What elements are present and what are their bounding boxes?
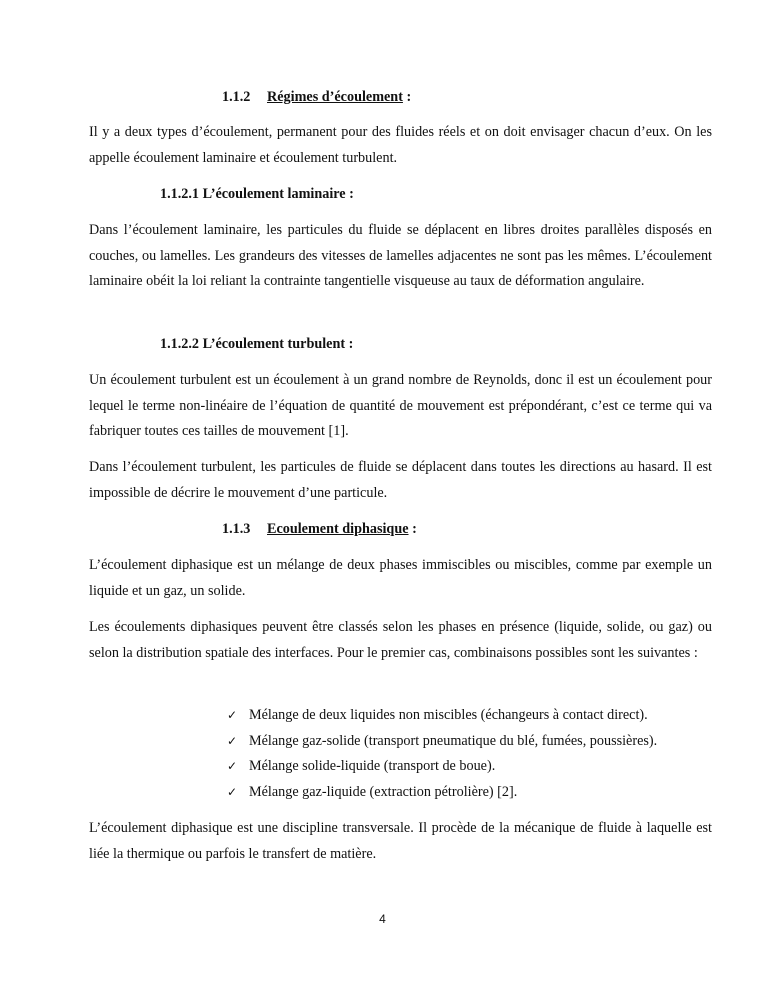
list-item: ✓ Mélange gaz-liquide (extraction pétrolière) [2]. xyxy=(227,780,657,806)
heading-1-1-2-2: 1.1.2.2 L’écoulement turbulent : xyxy=(160,336,354,352)
heading-number: 1.1.3 xyxy=(222,521,251,537)
heading-number: 1.1.2 xyxy=(222,89,251,105)
checkmark-icon: ✓ xyxy=(227,708,238,722)
bullet-list xyxy=(227,703,657,806)
paragraph-diphasique-2: Les écoulements diphasiques peuvent être classés selon les phases en présence (liquide, solide, ou gaz) ou selon la distribution spatiale des interfaces. Pour le premier cas, combinaisons possibles sont les suivantes : xyxy=(89,619,712,661)
paragraph-diphasique-1: L’écoulement diphasique est un mélange de deux phases immiscibles ou miscibles, comme par exemple un liquide et un gaz, un solide. xyxy=(89,557,712,599)
heading-1-1-2-1: 1.1.2.1 L’écoulement laminaire : xyxy=(160,186,354,202)
list-item: ✓ Mélange solide-liquide (transport de boue). xyxy=(227,754,657,780)
heading-title: Régimes d’écoulement xyxy=(267,89,403,105)
page-number: 4 xyxy=(379,912,386,926)
heading-1-1-3: 1.1.3 Ecoulement diphasique : xyxy=(222,521,417,537)
list-item: ✓ Mélange de deux liquides non miscibles (échangeurs à contact direct). xyxy=(227,703,657,729)
list-item: ✓ Mélange gaz-solide (transport pneumatique du blé, fumées, poussières). xyxy=(227,729,657,755)
paragraph-conclusion: L’écoulement diphasique est une discipline transversale. Il procède de la mécanique de fluide à laquelle est liée la thermique ou parfois le transfert de matière. xyxy=(89,820,712,862)
checkmark-icon: ✓ xyxy=(227,785,238,800)
heading-1-1-2: 1.1.2 Régimes d’écoulement : xyxy=(222,89,412,105)
paragraph-turbulent-2: Dans l’écoulement turbulent, les particules de fluide se déplacent dans toutes les directions au hasard. Il est impossible de décrire le mouvement d’une particule. xyxy=(89,459,712,501)
checkmark-icon: ✓ xyxy=(227,733,238,748)
heading-title: Ecoulement diphasique xyxy=(267,521,409,537)
checkmark-icon: ✓ xyxy=(227,759,238,774)
paragraph-turbulent-1: Un écoulement turbulent est un écoulement à un grand nombre de Reynolds, donc il est un écoulement pour lequel le terme non-linéaire de l’équation de quantité de mouvement est prépondérant, c’est ce terme qui va fabriquer toutes ces tailles de mouvement [1]. xyxy=(89,372,712,440)
paragraph-laminaire: Dans l’écoulement laminaire, les particules du fluide se déplacent en libres droites parallèles disposés en couches, ou lamelles. Les grandeurs des vitesses de lamelles adjacentes ne sont pas les mêmes. L’écoulement laminaire obéit la loi reliant la contrainte tangentielle visqueuse au taux de déformation angulaire. xyxy=(89,222,712,290)
paragraph-intro: Il y a deux types d’écoulement, permanent pour des fluides réels et on doit envisager chacun d’eux. On les appelle écoulement laminaire et écoulement turbulent. xyxy=(89,124,712,166)
